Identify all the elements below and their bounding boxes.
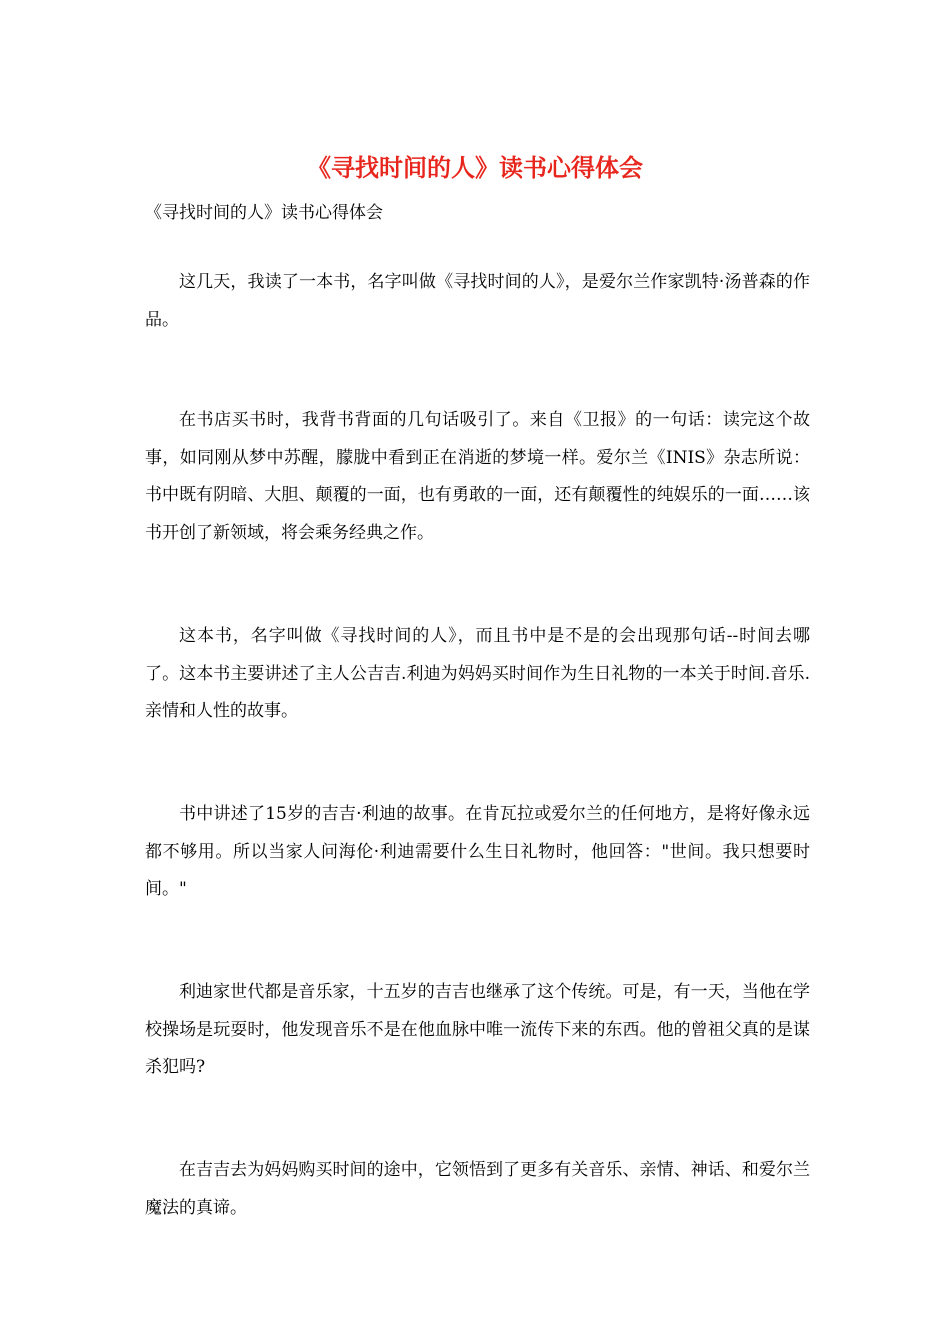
paragraph-2: 在书店买书时，我背书背面的几句话吸引了。来自《卫报》的一句话：读完这个故事，如同刚从梦中苏醒，朦胧中看到正在消逝的梦境一样。爱尔兰《INIS》杂志所说：书中既有阴暗、大胆、颠覆的一面，也有勇敢的一面，还有颠覆性的纯娱乐的一面……该书开创了新领域，将会乘务经典之作。 bbox=[145, 410, 810, 543]
paragraph-4: 书中讲述了15岁的吉吉·利迪的故事。在肯瓦拉或爱尔兰的任何地方，是将好像永远都不够用。所以当家人问海伦·利迪需要什么生日礼物时，他回答："世间。我只想要时间。" bbox=[145, 804, 810, 899]
paragraph-6: 在吉吉去为妈妈购买时间的途中，它领悟到了更多有关音乐、亲情、神话、和爱尔兰魔法的真谛。 bbox=[145, 1160, 810, 1218]
paragraph-1: 这几天，我读了一本书，名字叫做《寻找时间的人》，是爱尔兰作家凯特·汤普森的作品。 bbox=[145, 272, 810, 330]
document-subtitle: 《寻找时间的人》读书心得体会 bbox=[145, 203, 383, 223]
paragraph-3: 这本书，名字叫做《寻找时间的人》，而且书中是不是的会出现那句话--时间去哪了。这本书主要讲述了主人公吉吉.利迪为妈妈买时间作为生日礼物的一本关于时间.音乐.亲情和人性的故事。 bbox=[145, 626, 810, 721]
document-title: 《寻找时间的人》读书心得体会 bbox=[307, 154, 643, 182]
paragraph-5: 利迪家世代都是音乐家，十五岁的吉吉也继承了这个传统。可是，有一天，当他在学校操场是玩耍时，他发现音乐不是在他血脉中唯一流传下来的东西。他的曾祖父真的是谋杀犯吗? bbox=[145, 982, 810, 1077]
